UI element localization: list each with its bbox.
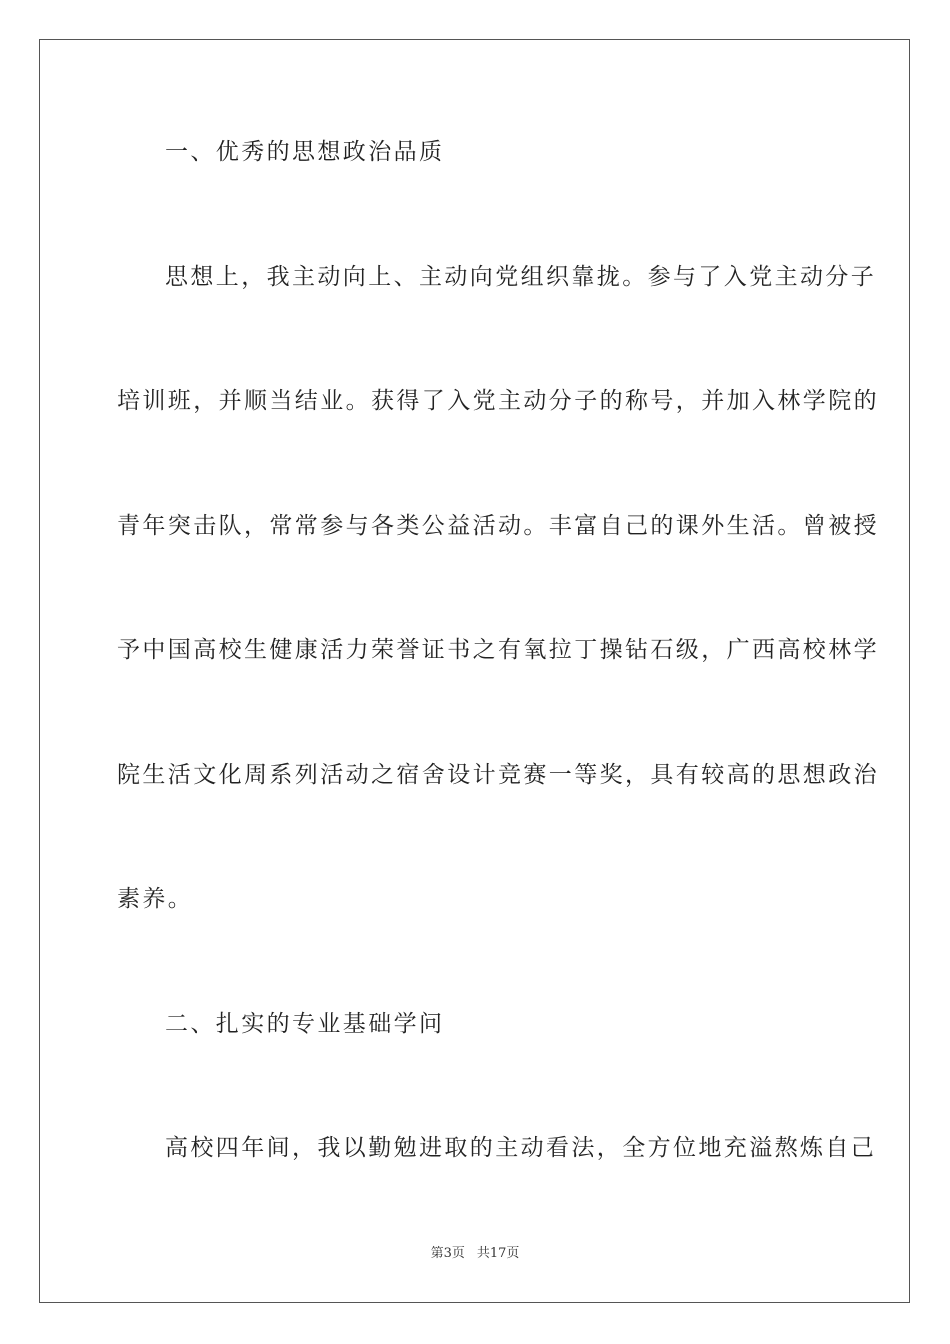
page-number: 第3页 — [430, 1246, 465, 1261]
page-footer — [0, 1245, 950, 1263]
page-border — [39, 39, 910, 1303]
section-heading-1: 一、优秀的思想政治品质 — [165, 139, 445, 165]
paragraph-2-line-1: 高校四年间，我以勤勉进取的主动看法，全方位地充溢熬炼自己 — [165, 1135, 877, 1161]
page-total: 共17页 — [476, 1246, 520, 1261]
paragraph-1-line-2: 培训班，并顺当结业。获得了入党主动分子的称号，并加入林学院的 — [117, 388, 879, 414]
paragraph-1-line-1: 思想上，我主动向上、主动向党组织靠拢。参与了入党主动分子 — [165, 264, 877, 290]
paragraph-1-line-5: 院生活文化周系列活动之宿舍设计竞赛一等奖，具有较高的思想政治 — [117, 762, 879, 788]
section-heading-2: 二、扎实的专业基础学问 — [165, 1011, 445, 1037]
paragraph-1-line-3: 青年突击队，常常参与各类公益活动。丰富自己的课外生活。曾被授 — [117, 513, 879, 539]
paragraph-1-line-6: 素养。 — [117, 886, 194, 912]
paragraph-1-line-4: 予中国高校生健康活力荣誉证书之有氧拉丁操钻石级，广西高校林学 — [117, 637, 879, 663]
